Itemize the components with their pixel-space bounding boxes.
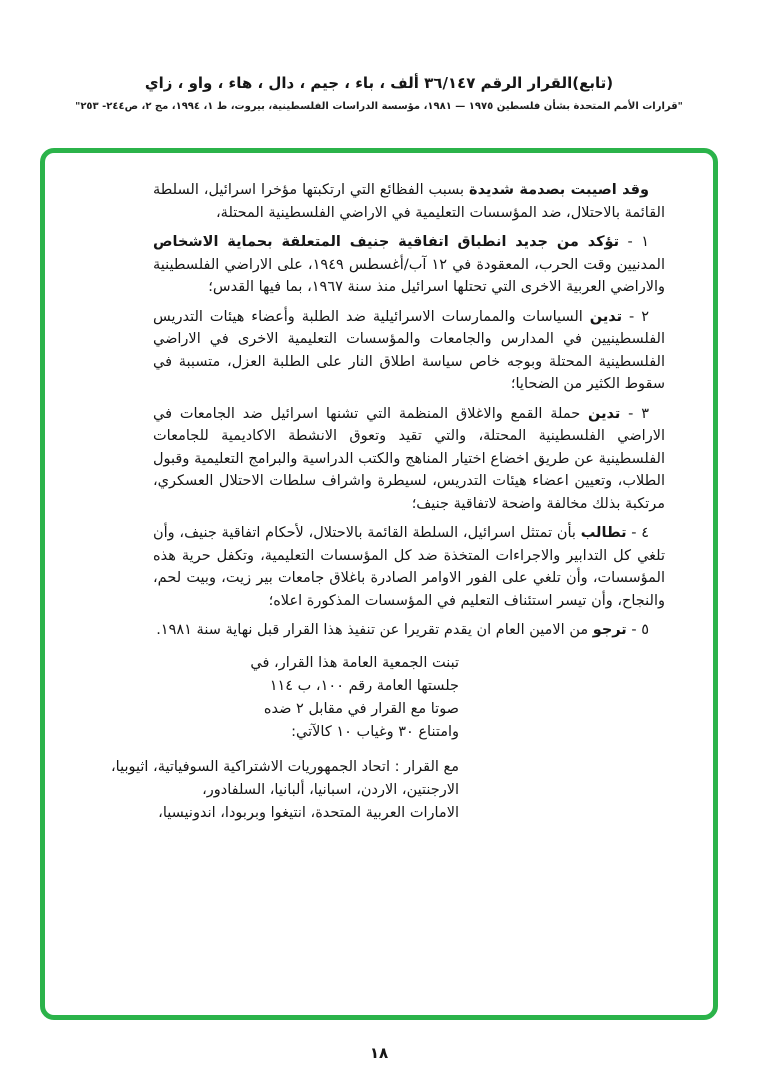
operative-paragraph-2 [153, 306, 665, 396]
page-number: ١٨ [369, 1044, 389, 1062]
paragraph-number: ٥ - [631, 622, 649, 638]
paragraph-text: من الامين العام ان يقدم تقريرا عن تنفيذ هذا القرار قبل نهاية سنة ١٩٨١. [156, 622, 589, 638]
operative-verb: تؤكد من جديد انطباق اتفاقية جنيف المتعلقة بحماية الاشخاص [153, 234, 620, 250]
vote-line: مع القرار : اتحاد الجمهوريات الاشتراكية السوفياتية، اثيوبيا، [110, 758, 459, 775]
preamble-text: بسبب الفظائع التي ارتكبتها مؤخرا اسرائيل، السلطة القائمة بالاحتلال، ضد المؤسسات التعليمية في الاراضي الفلسطينية المحتلة، [153, 182, 665, 221]
operative-paragraph-4 [153, 522, 665, 612]
source-citation: "قرارات الأمم المتحدة بشأن فلسطين ١٩٧٥ — ١٩٨١، مؤسسة الدراسات الفلسطينية، بيروت، ط ١، ١٩٩٤، مج ٢، ص٢٤٤- ٢٥٣" [75, 101, 683, 112]
paragraph-number: ١ - [627, 234, 649, 250]
adoption-line: وامتناع ٣٠ وغياب ١٠ كالآتي: [291, 723, 459, 740]
preamble-lead: وقد اصيبت بصدمة شديدة [469, 182, 650, 198]
vote-line: الامارات العربية المتحدة، انتيغوا وبربودا، اندونيسيا، [158, 804, 459, 821]
operative-verb: تطالب [580, 525, 627, 541]
votes-in-favour-list [110, 756, 459, 825]
paragraph-text: حملة القمع والاغلاق المنظمة التي تشنها اسرائيل ضد الجامعات في الاراضي الفلسطينية المحتلة، والتي تقيد وتعوق الانشطة الاكاديمية للجامعات الفلسطينية عن طريق اخضاع اختيار المناهج والكتب الدراسية والبرامج التعليمية وقبول الطلاب، وتعيين اعضاء هيئات التدريس، لسيطرة واشراف سلطات الاحتلال العسكري، مرتكبة بذلك مخالفة واضحة لاتفاقية جنيف؛ [153, 405, 665, 512]
preamble-paragraph [153, 179, 665, 224]
operative-paragraph-1 [153, 231, 665, 299]
operative-verb: تدين [589, 308, 623, 325]
adoption-line: صوتا مع القرار في مقابل ٢ ضده [263, 700, 459, 717]
paragraph-text: السياسات والممارسات الاسرائيلية ضد الطلبة وأعضاء هيئات التدريس الفلسطينيين في المدارس والجامعات والمؤسسات التعليمية الاخرى في الاراضي الفلسطينية المحتلة وبوجه خاص سياسة اطلاق النار على الطلبة العزل، متسببة في سقوط الكثير من الضحايا؛ [153, 308, 665, 392]
green-content-frame [40, 148, 718, 1020]
resolution-title: (تابع)القرار الرقم ٣٦/١٤٧ ألف ، باء ، جيم ، دال ، هاء ، واو ، زاي [144, 74, 614, 92]
vote-line: الارجنتين، الاردن، اسبانيا، ألبانيا، السلفادور، [202, 781, 459, 798]
adoption-note [153, 652, 459, 744]
operative-verb: ترجو [592, 622, 627, 638]
operative-paragraph-3 [153, 403, 665, 516]
operative-verb: تدين [588, 405, 621, 422]
paragraph-text: بأن تمتثل اسرائيل، السلطة القائمة بالاحتلال، لأحكام اتفاقية جنيف، وأن تلغي كل التدابير والاجراءات المتخذة ضد كل المؤسسات التعليمية، وتكفل حرية هذه المؤسسات، وأن تلغي على الفور الاوامر الصادرة باغلاق جامعات بير زيت، وبيت لحم، والنجاح، وأن تيسر استئناف التعليم في المؤسسات المذكورة اعلاه؛ [153, 525, 665, 609]
resolution-body [110, 179, 665, 825]
paragraph-number: ٢ - [629, 308, 650, 325]
operative-paragraph-5 [153, 619, 665, 642]
paragraph-number: ٣ - [628, 405, 650, 422]
page-header [0, 74, 758, 112]
paragraph-number: ٤ - [631, 525, 650, 541]
paragraph-text: المدنيين وقت الحرب، المعقودة في ١٢ آب/أغسطس ١٩٤٩، على الاراضي الفلسطينية والاراضي العربية الاخرى التي تحتلها اسرائيل منذ سنة ١٩٦٧، بما فيها القدس؛ [153, 256, 665, 295]
adoption-line: تبنت الجمعية العامة هذا القرار، في [250, 654, 459, 671]
adoption-line: جلستها العامة رقم ١٠٠، ب ١١٤ [269, 677, 459, 694]
